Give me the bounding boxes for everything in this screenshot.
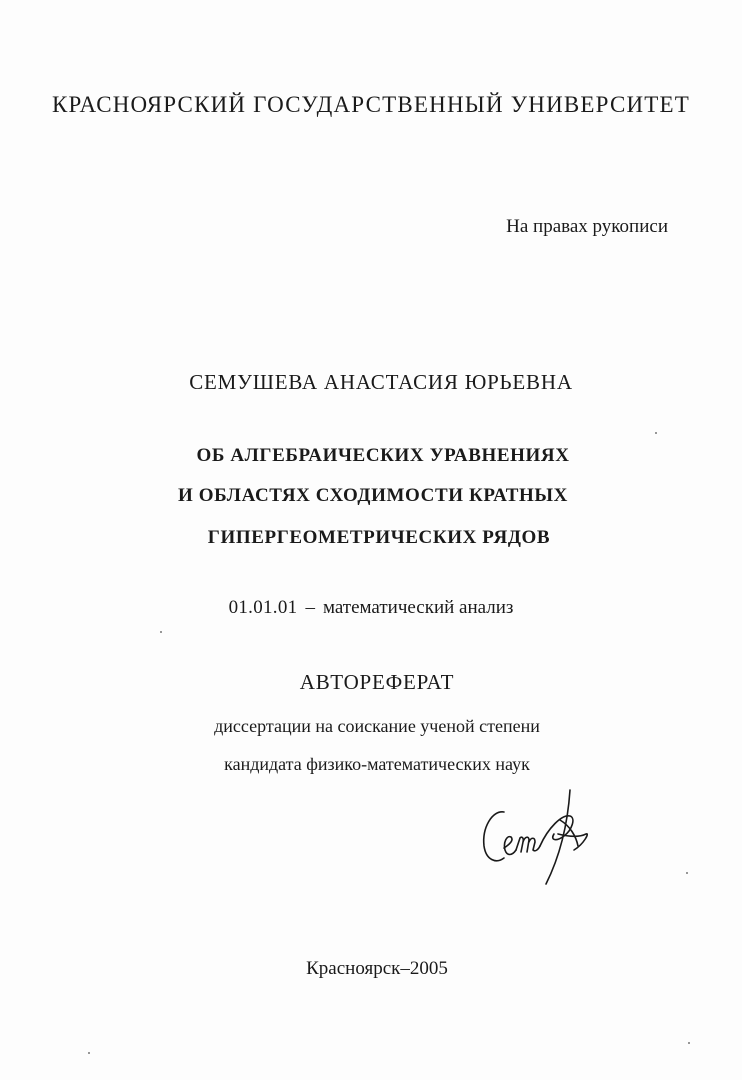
scan-speck <box>88 1052 90 1054</box>
handwritten-signature <box>474 780 604 892</box>
scan-speck <box>655 432 657 434</box>
degree-description-line-2: кандидата физико-математических наук <box>224 754 530 774</box>
document-type: АВТОРЕФЕРАТ <box>299 670 455 694</box>
thesis-title-line-1: ОБ АЛГЕБРАИЧЕСКИХ УРАВНЕНИЯХ <box>196 445 570 466</box>
specialty-separator: – <box>305 597 315 618</box>
manuscript-note: На правах рукописи <box>506 216 668 237</box>
thesis-title-line-2: И ОБЛАСТЯХ СХОДИМОСТИ КРАТНЫХ <box>178 485 568 506</box>
university-name: КРАСНОЯРСКИЙ ГОСУДАРСТВЕННЫЙ УНИВЕРСИТЕТ <box>51 92 691 117</box>
degree-description-line-1: диссертации на соискание ученой степени <box>214 716 540 736</box>
specialty-name: математический анализ <box>322 597 514 618</box>
scan-speck <box>160 631 162 633</box>
scan-speck <box>686 872 688 874</box>
city-year: Красноярск–2005 <box>306 958 448 979</box>
scan-speck <box>688 1042 690 1044</box>
specialty-line <box>0 597 742 619</box>
thesis-title-line-3: ГИПЕРГЕОМЕТРИЧЕСКИХ РЯДОВ <box>207 527 551 548</box>
author-name: СЕМУШЕВА АНАСТАСИЯ ЮРЬЕВНА <box>189 370 573 394</box>
specialty-code: 01.01.01 <box>228 597 298 618</box>
